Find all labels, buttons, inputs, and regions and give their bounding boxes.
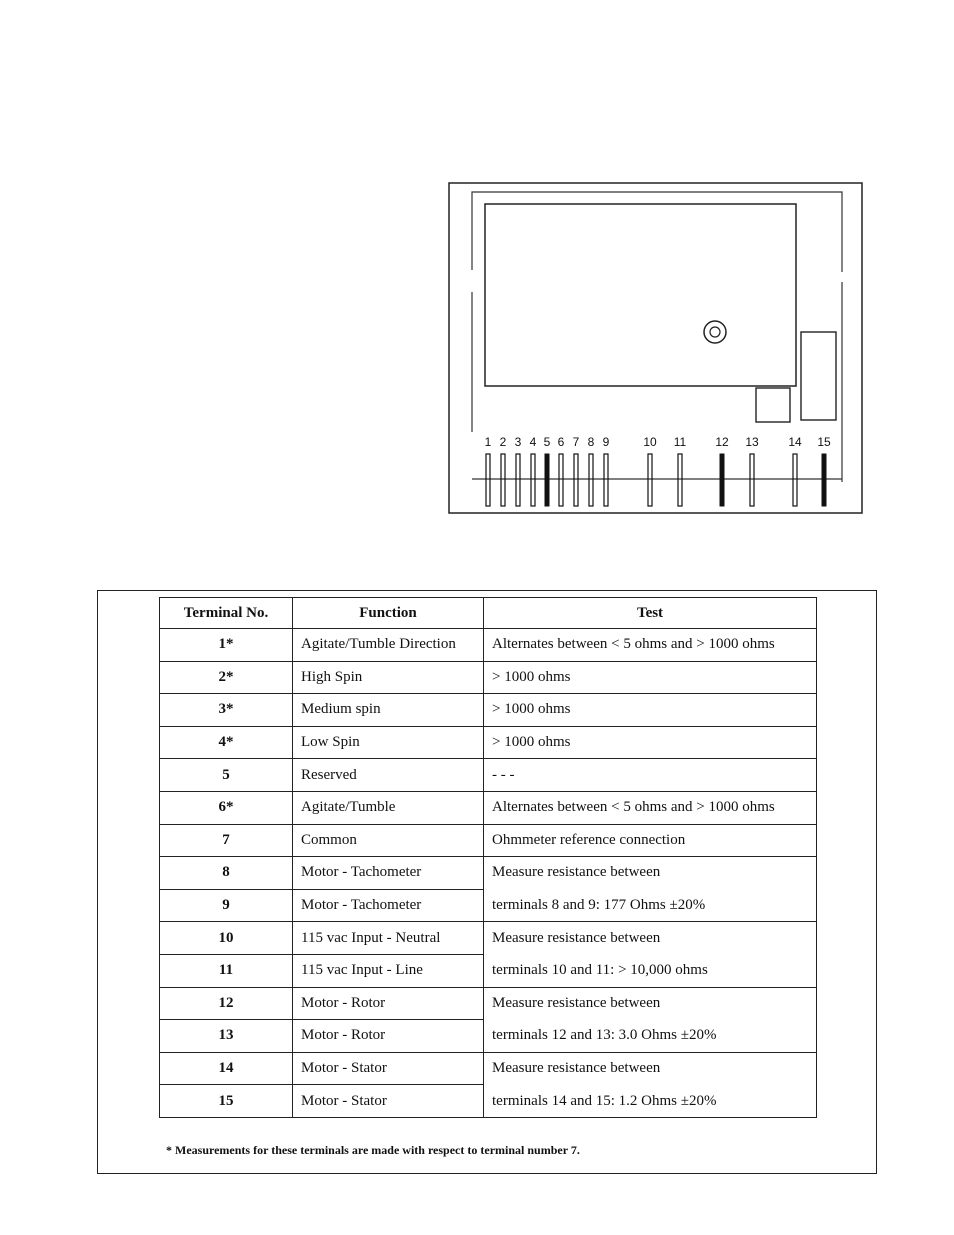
test-cell: > 1000 ohms (484, 661, 817, 694)
terminal-label: 13 (745, 435, 759, 449)
test-cell: Ohmmeter reference connection (484, 824, 817, 857)
terminal-pin (604, 454, 608, 506)
table-row (160, 661, 817, 694)
function-cell: Motor - Stator (293, 1085, 484, 1118)
table-row (160, 1052, 817, 1085)
test-cell: Measure resistance between (484, 1052, 817, 1085)
terminal-pin (531, 454, 535, 506)
terminal-pin (678, 454, 682, 506)
test-cell: Measure resistance between (484, 857, 817, 890)
header-function: Function (293, 598, 484, 629)
terminal-label: 7 (572, 435, 580, 449)
control-module-diagram (448, 182, 864, 516)
function-cell: Medium spin (293, 694, 484, 727)
function-cell: Motor - Stator (293, 1052, 484, 1085)
terminal-pin (574, 454, 578, 506)
header-terminal: Terminal No. (160, 598, 293, 629)
terminal-label: 14 (788, 435, 802, 449)
terminal-pin (720, 454, 724, 506)
trimmer-icon (704, 321, 726, 343)
small-component-b (801, 332, 836, 420)
table-row (160, 824, 817, 857)
terminal-pin (648, 454, 652, 506)
function-cell: Low Spin (293, 726, 484, 759)
terminal-pin (822, 454, 826, 506)
table-row (160, 987, 817, 1020)
test-cell: - - - (484, 759, 817, 792)
test-cell: terminals 14 and 15: 1.2 Ohms ±20% (484, 1085, 817, 1118)
terminal-label: 12 (715, 435, 729, 449)
table-row (160, 922, 817, 955)
terminal-cell: 11 (160, 954, 293, 987)
table-row (160, 694, 817, 727)
terminal-test-table (159, 597, 817, 1118)
terminal-cell: 5 (160, 759, 293, 792)
terminal-pin (545, 454, 549, 506)
terminal-label: 4 (529, 435, 537, 449)
module-drawing (448, 182, 864, 516)
terminal-pins (486, 454, 826, 506)
terminal-cell: 9 (160, 889, 293, 922)
terminal-pin (750, 454, 754, 506)
terminal-pin (589, 454, 593, 506)
table-row (160, 629, 817, 662)
terminal-label: 2 (499, 435, 507, 449)
function-cell: Motor - Rotor (293, 1020, 484, 1053)
terminal-pin (559, 454, 563, 506)
table-row (160, 1085, 817, 1118)
terminal-cell: 13 (160, 1020, 293, 1053)
terminal-cell: 4* (160, 726, 293, 759)
function-cell: High Spin (293, 661, 484, 694)
table-row (160, 759, 817, 792)
terminal-cell: 7 (160, 824, 293, 857)
test-cell: > 1000 ohms (484, 726, 817, 759)
terminal-label: 6 (557, 435, 565, 449)
terminal-label: 10 (643, 435, 657, 449)
footnote: * Measurements for these terminals are made with respect to terminal number 7. (166, 1143, 580, 1157)
terminal-pin (793, 454, 797, 506)
terminal-pin (516, 454, 520, 506)
test-cell: terminals 10 and 11: > 10,000 ohms (484, 954, 817, 987)
terminal-label: 8 (587, 435, 595, 449)
function-cell: Motor - Tachometer (293, 857, 484, 890)
function-cell: Agitate/Tumble (293, 791, 484, 824)
terminal-cell: 8 (160, 857, 293, 890)
table-row (160, 857, 817, 890)
table-header-row (160, 598, 817, 629)
terminal-label: 9 (602, 435, 610, 449)
small-component-a (756, 388, 790, 422)
terminal-cell: 15 (160, 1085, 293, 1118)
terminal-cell: 10 (160, 922, 293, 955)
terminal-cell: 3* (160, 694, 293, 727)
terminal-label: 15 (817, 435, 831, 449)
terminal-test-panel (97, 590, 877, 1174)
terminal-label: 3 (514, 435, 522, 449)
terminal-labels (485, 435, 831, 449)
function-cell: Reserved (293, 759, 484, 792)
table-row (160, 726, 817, 759)
test-cell: Alternates between < 5 ohms and > 1000 ohms (484, 791, 817, 824)
function-cell: Motor - Tachometer (293, 889, 484, 922)
terminal-pin (486, 454, 490, 506)
test-cell: Measure resistance between (484, 922, 817, 955)
function-cell: Common (293, 824, 484, 857)
test-cell: > 1000 ohms (484, 694, 817, 727)
test-cell: Alternates between < 5 ohms and > 1000 ohms (484, 629, 817, 662)
terminal-pin (501, 454, 505, 506)
terminal-label: 1 (484, 435, 492, 449)
test-cell: Measure resistance between (484, 987, 817, 1020)
function-cell: 115 vac Input - Neutral (293, 922, 484, 955)
table-row (160, 889, 817, 922)
table-row (160, 1020, 817, 1053)
component-block (485, 204, 796, 386)
terminal-cell: 1* (160, 629, 293, 662)
function-cell: 115 vac Input - Line (293, 954, 484, 987)
outer-frame (449, 183, 862, 513)
terminal-cell: 12 (160, 987, 293, 1020)
terminal-cell: 2* (160, 661, 293, 694)
terminal-label: 5 (543, 435, 551, 449)
function-cell: Motor - Rotor (293, 987, 484, 1020)
function-cell: Agitate/Tumble Direction (293, 629, 484, 662)
terminal-cell: 14 (160, 1052, 293, 1085)
test-cell: terminals 12 and 13: 3.0 Ohms ±20% (484, 1020, 817, 1053)
terminal-label: 11 (673, 435, 687, 449)
header-test: Test (484, 598, 817, 629)
test-cell: terminals 8 and 9: 177 Ohms ±20% (484, 889, 817, 922)
terminal-cell: 6* (160, 791, 293, 824)
table-row (160, 954, 817, 987)
table-row (160, 791, 817, 824)
table-body (160, 629, 817, 1118)
